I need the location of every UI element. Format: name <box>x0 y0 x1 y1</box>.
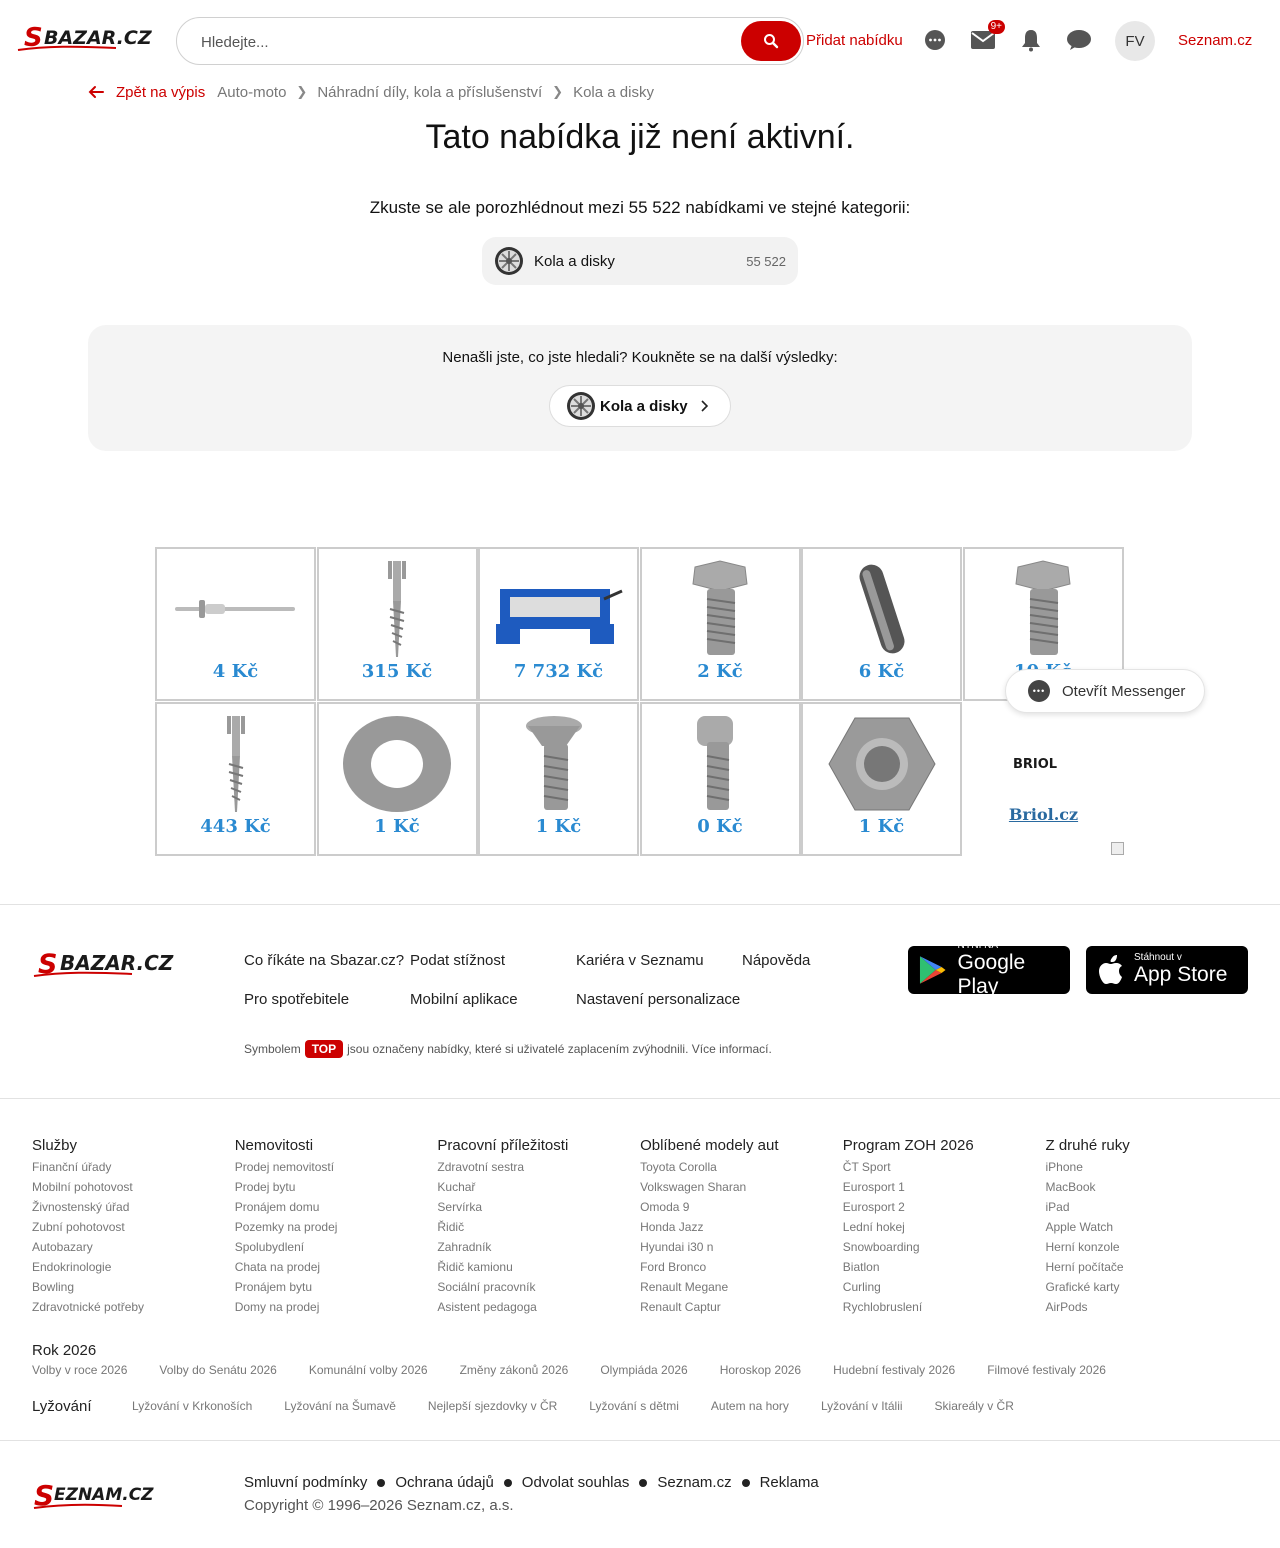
sbazar-logo[interactable] <box>16 24 176 54</box>
footer-row-link[interactable]: Lyžování s dětmi <box>589 1399 679 1413</box>
footer-column <box>843 1137 1033 1317</box>
footer-link-feedback[interactable]: Co říkáte na Sbazar.cz? <box>244 952 405 969</box>
ad-product-tile[interactable] <box>155 702 316 856</box>
footer-row-link[interactable]: Lyžování v Itálii <box>820 1399 903 1413</box>
user-avatar[interactable]: FV <box>1115 21 1155 61</box>
separator-dot <box>639 1479 647 1487</box>
search-button[interactable] <box>741 21 801 61</box>
breadcrumb-item-wheels[interactable]: Kola a disky <box>573 83 654 101</box>
separator-dot <box>377 1479 385 1487</box>
footer-column-link[interactable]: Chata na prodej <box>234 1260 321 1274</box>
ground-screw-image <box>157 714 314 814</box>
ad-price: 1 Kč <box>858 815 905 837</box>
briol-logo: BRIOL <box>1013 757 1058 772</box>
footer-link-consumers[interactable]: Pro spotřebitele <box>244 991 350 1008</box>
footer-column-link[interactable]: Mobilní pohotovost <box>32 1180 133 1194</box>
ad-product-tile[interactable] <box>478 547 639 701</box>
footer-column-link[interactable]: Kuchař <box>437 1180 476 1194</box>
footer-column-link[interactable]: Lední hokej <box>842 1220 905 1234</box>
footer-column-link[interactable]: Živnostenský úřad <box>32 1200 130 1214</box>
footer-column-link[interactable]: Toyota Corolla <box>640 1160 717 1174</box>
hex-bolt-image <box>965 559 1122 659</box>
footer-column <box>437 1137 627 1317</box>
category-name: Kola a disky <box>534 252 615 270</box>
footer-column-link[interactable]: Renault Megane <box>640 1280 729 1294</box>
ski-row-title: Lyžování <box>32 1398 92 1415</box>
open-messenger-button[interactable] <box>1005 669 1205 713</box>
ad-price: 0 Kč <box>697 815 743 837</box>
bottom-link[interactable]: Odvolat souhlas <box>521 1474 630 1491</box>
google-play-small: NYNÍ NA <box>957 940 999 951</box>
top-note <box>244 1040 772 1058</box>
footer-column-title: Nemovitosti <box>234 1137 314 1154</box>
bottom-link[interactable]: Seznam.cz <box>657 1474 732 1491</box>
footer-column-link[interactable]: Biatlon <box>842 1260 880 1274</box>
footer-column <box>32 1137 222 1317</box>
footer-link-mobile[interactable]: Mobilní aplikace <box>410 991 518 1008</box>
washer-image <box>319 714 476 814</box>
footer-row-link[interactable]: Nejlepší sjezdovky v ČR <box>427 1399 558 1413</box>
ad-brand[interactable] <box>963 701 1124 855</box>
ad-price: 7 732 Kč <box>513 661 604 682</box>
footer-row-link[interactable]: Změny zákonů 2026 <box>459 1363 569 1377</box>
ad-product-tile[interactable] <box>478 702 639 856</box>
footer-column-link[interactable]: Řidič <box>437 1220 465 1234</box>
mail-badge: 9+ <box>988 20 1005 34</box>
footer-row-link[interactable]: Autem na hory <box>710 1399 789 1413</box>
wheel-icon <box>494 246 524 276</box>
arrow-left-icon <box>88 85 104 99</box>
bottom-link[interactable]: Ochrana údajů <box>395 1474 494 1491</box>
rivet-image <box>157 559 314 659</box>
footer-row-link[interactable]: Filmové festivaly 2026 <box>987 1363 1106 1377</box>
messenger-icon: ••• <box>1028 680 1050 702</box>
ad-price: 1 Kč <box>374 815 420 837</box>
mail-icon[interactable] <box>969 21 1002 54</box>
bell-icon[interactable] <box>1017 26 1045 54</box>
ad-product-tile[interactable] <box>801 547 962 701</box>
footer-column-link[interactable]: Endokrinologie <box>32 1260 112 1274</box>
footer-column-link[interactable]: Servírka <box>437 1200 483 1214</box>
page-title: Tato nabídka již není aktivní. <box>425 118 855 156</box>
footer-divider <box>0 1098 1280 1099</box>
footer-column-link[interactable]: Zdravotnické potřeby <box>32 1300 145 1314</box>
top-badge: TOP <box>305 1040 343 1058</box>
footer-column-link[interactable]: Zahradník <box>437 1240 492 1254</box>
search-input[interactable] <box>201 30 721 54</box>
search-box <box>176 17 804 65</box>
footer-row-link[interactable]: Komunální volby 2026 <box>308 1363 428 1377</box>
category-pill[interactable] <box>482 237 798 285</box>
google-play-icon <box>918 954 948 986</box>
svg-text:BAZAR.CZ: BAZAR.CZ <box>60 951 174 975</box>
header <box>0 0 1280 82</box>
separator-dot <box>742 1479 750 1487</box>
chat-bubble-icon[interactable] <box>921 26 949 54</box>
ad-product-tile[interactable] <box>640 547 801 701</box>
messages-icon[interactable] <box>1065 26 1093 54</box>
ad-price: 4 Kč <box>212 661 259 682</box>
more-results-button[interactable] <box>549 385 731 427</box>
footer-column-link[interactable]: Pronájem bytu <box>234 1280 313 1294</box>
footer-link-career[interactable]: Kariéra v Seznamu <box>576 952 704 969</box>
footer-column-link[interactable]: Zdravotní sestra <box>437 1160 525 1174</box>
footer-column-link[interactable]: Rychlobruslení <box>842 1300 923 1314</box>
ad-choices-icon[interactable] <box>1111 842 1124 855</box>
footer-column <box>1046 1137 1236 1317</box>
messenger-label: Otevřít Messenger <box>1062 682 1186 700</box>
footer-column <box>640 1137 830 1317</box>
breadcrumb-item-parts[interactable]: Náhradní díly, kola a příslušenství <box>317 83 543 101</box>
briol-link[interactable]: Briol.cz <box>1008 805 1079 824</box>
footer-column-title: Program ZOH 2026 <box>842 1137 974 1154</box>
year-row <box>32 1363 1106 1377</box>
copyright: Copyright © 1996–2026 Seznam.cz, a.s. <box>244 1497 514 1514</box>
google-play-button[interactable] <box>908 940 1070 998</box>
footer-row-link[interactable]: Volby v roce 2026 <box>32 1363 128 1377</box>
footer-column-link[interactable]: Asistent pedagoga <box>437 1300 537 1314</box>
footer-column-title: Pracovní příležitosti <box>437 1137 569 1154</box>
chevron-right-icon <box>700 400 708 412</box>
footer-column-link[interactable]: Omoda 9 <box>640 1200 690 1214</box>
apple-icon <box>1096 954 1124 986</box>
back-label: Zpět na výpis <box>116 83 206 101</box>
footer-column-link[interactable]: Zubní pohotovost <box>32 1220 125 1234</box>
ad-price: 2 Kč <box>697 661 743 682</box>
add-offer-link[interactable]: Přidat nabídku <box>806 32 903 49</box>
footer-column-link[interactable]: AirPods <box>1045 1300 1088 1314</box>
footer-row-link[interactable]: Hudební festivaly 2026 <box>833 1363 956 1377</box>
footer-column-link[interactable]: Bowling <box>32 1280 75 1294</box>
google-play-big: Google Play <box>957 951 1026 998</box>
footer-column-link[interactable]: Spolubydlení <box>234 1240 305 1254</box>
footer-column-link[interactable]: Grafické karty <box>1045 1280 1120 1294</box>
ad-price: 1 Kč <box>535 815 582 837</box>
hex-bolt-image <box>642 559 799 659</box>
footer-column <box>235 1137 425 1317</box>
footer-column-link[interactable]: Ford Bronco <box>640 1260 707 1274</box>
footer-row-link[interactable]: Olympiáda 2026 <box>600 1363 688 1377</box>
more-results-box <box>88 325 1192 451</box>
seznam-link[interactable]: Seznam.cz <box>1178 32 1253 49</box>
footer-column-link[interactable]: Eurosport 2 <box>842 1200 905 1214</box>
footer-sbazar-logo[interactable] <box>32 950 202 985</box>
hex-nut-image <box>803 714 960 814</box>
footer-column-link[interactable]: iPad <box>1045 1200 1070 1214</box>
footer-column-link[interactable]: Hyundai i30 n <box>640 1240 714 1254</box>
footer-column-link[interactable]: ČT Sport <box>842 1160 891 1174</box>
socket-screw-image <box>642 714 799 814</box>
footer-link-personalization[interactable]: Nastavení personalizace <box>576 991 741 1008</box>
app-store-small: Stáhnout v <box>1134 952 1182 963</box>
footer-column-link[interactable]: Honda Jazz <box>640 1220 704 1234</box>
footer-column-link[interactable]: Eurosport 1 <box>842 1180 905 1194</box>
ad-product-tile[interactable] <box>640 702 801 856</box>
footer-column-link[interactable]: Curling <box>842 1280 881 1294</box>
key-steel-image <box>803 559 960 659</box>
footer-column-link[interactable]: Herní počítače <box>1045 1260 1124 1274</box>
app-store-button[interactable] <box>1086 946 1248 994</box>
category-count: 55 522 <box>746 253 786 269</box>
breadcrumb <box>88 82 654 102</box>
footer-column-title: Služby <box>32 1137 78 1154</box>
svg-text:EZNAM.CZ: EZNAM.CZ <box>54 1485 154 1505</box>
footer-column-link[interactable]: Řidič kamionu <box>437 1260 513 1274</box>
ground-screw-image <box>319 559 476 659</box>
ski-row <box>132 1399 1014 1413</box>
footer-column-link[interactable]: Prodej nemovitostí <box>234 1160 335 1174</box>
footer-column-link[interactable]: Renault Captur <box>640 1300 721 1314</box>
bending-machine-image <box>480 559 637 659</box>
ad-product-tile[interactable] <box>317 547 478 701</box>
svg-text:BAZAR.CZ: BAZAR.CZ <box>44 27 152 49</box>
seznam-logo[interactable] <box>32 1478 182 1517</box>
footer-column-link[interactable]: Autobazary <box>32 1240 93 1254</box>
ad-product-tile[interactable] <box>317 702 478 856</box>
footer-row-link[interactable]: Volby do Senátu 2026 <box>159 1363 277 1377</box>
bottom-link[interactable]: Reklama <box>759 1474 819 1491</box>
footer-column-link[interactable]: Pronájem domu <box>234 1200 320 1214</box>
footer-link-help[interactable]: Nápověda <box>742 952 811 969</box>
footer-row-link[interactable]: Skiareály v ČR <box>934 1399 1014 1413</box>
ad-grid <box>155 547 1125 857</box>
footer-column-link[interactable]: iPhone <box>1045 1160 1083 1174</box>
svg-text:S: S <box>34 1479 55 1512</box>
search-icon <box>763 33 779 49</box>
chevron-right-icon: ❯ <box>296 84 308 99</box>
more-results-text: Nenašli jste, co jste hledali? Koukněte se na další výsledky: <box>442 349 838 366</box>
ad-product-tile[interactable] <box>801 702 962 856</box>
footer-column-link[interactable]: MacBook <box>1045 1180 1096 1194</box>
footer-column-link[interactable]: Prodej bytu <box>234 1180 296 1194</box>
footer-column-link[interactable]: Herní konzole <box>1045 1240 1120 1254</box>
footer-column-link[interactable]: Finanční úřady <box>32 1160 112 1174</box>
separator-dot <box>504 1479 512 1487</box>
footer-column-title: Z druhé ruky <box>1045 1137 1130 1154</box>
top-note-before: Symbolem <box>244 1042 301 1056</box>
footer-divider <box>0 1440 1280 1441</box>
svg-text:S: S <box>24 24 43 53</box>
footer-column-link[interactable]: Domy na prodej <box>234 1300 320 1314</box>
wheel-icon <box>566 391 596 421</box>
ad-price: 6 Kč <box>858 661 905 682</box>
ad-price: 443 Kč <box>200 815 271 837</box>
footer-row-link[interactable]: Horoskop 2026 <box>719 1363 802 1377</box>
footer-column-link[interactable]: Sociální pracovník <box>437 1280 536 1294</box>
page-subtitle: Zkuste se ale porozhlédnout mezi 55 522 nabídkami ve stejné kategorii: <box>369 198 911 217</box>
app-store-big: App Store <box>1134 963 1228 986</box>
countersunk-screw-image <box>480 714 637 814</box>
footer-column-link[interactable]: Pozemky na prodej <box>234 1220 338 1234</box>
bottom-links <box>244 1474 819 1491</box>
more-results-label: Kola a disky <box>600 397 688 415</box>
svg-text:S: S <box>38 950 58 980</box>
breadcrumb-item-auto-moto[interactable]: Auto-moto <box>217 83 287 101</box>
ad-price: 315 Kč <box>361 661 433 682</box>
footer-row-link[interactable]: Lyžování na Šumavě <box>284 1399 396 1413</box>
footer-divider <box>0 904 1280 905</box>
top-note-after[interactable]: jsou označeny nabídky, které si uživatelé zaplacením zvýhodnili. Více informací. <box>347 1042 772 1056</box>
chevron-right-icon: ❯ <box>552 84 564 99</box>
footer-column-title: Oblíbené modely aut <box>640 1137 779 1154</box>
footer-link-complaint[interactable]: Podat stížnost <box>410 952 506 969</box>
ad-product-tile[interactable] <box>155 547 316 701</box>
footer-column-link[interactable]: Volkswagen Sharan <box>640 1180 747 1194</box>
footer-column-link[interactable]: Snowboarding <box>842 1240 920 1254</box>
footer-column-link[interactable]: Apple Watch <box>1045 1220 1114 1234</box>
footer-row-link[interactable]: Lyžování v Krkonoších <box>132 1399 253 1413</box>
back-to-list-link[interactable] <box>88 84 205 101</box>
bottom-link[interactable]: Smluvní podmínky <box>244 1474 368 1491</box>
year-row-title: Rok 2026 <box>32 1342 97 1359</box>
